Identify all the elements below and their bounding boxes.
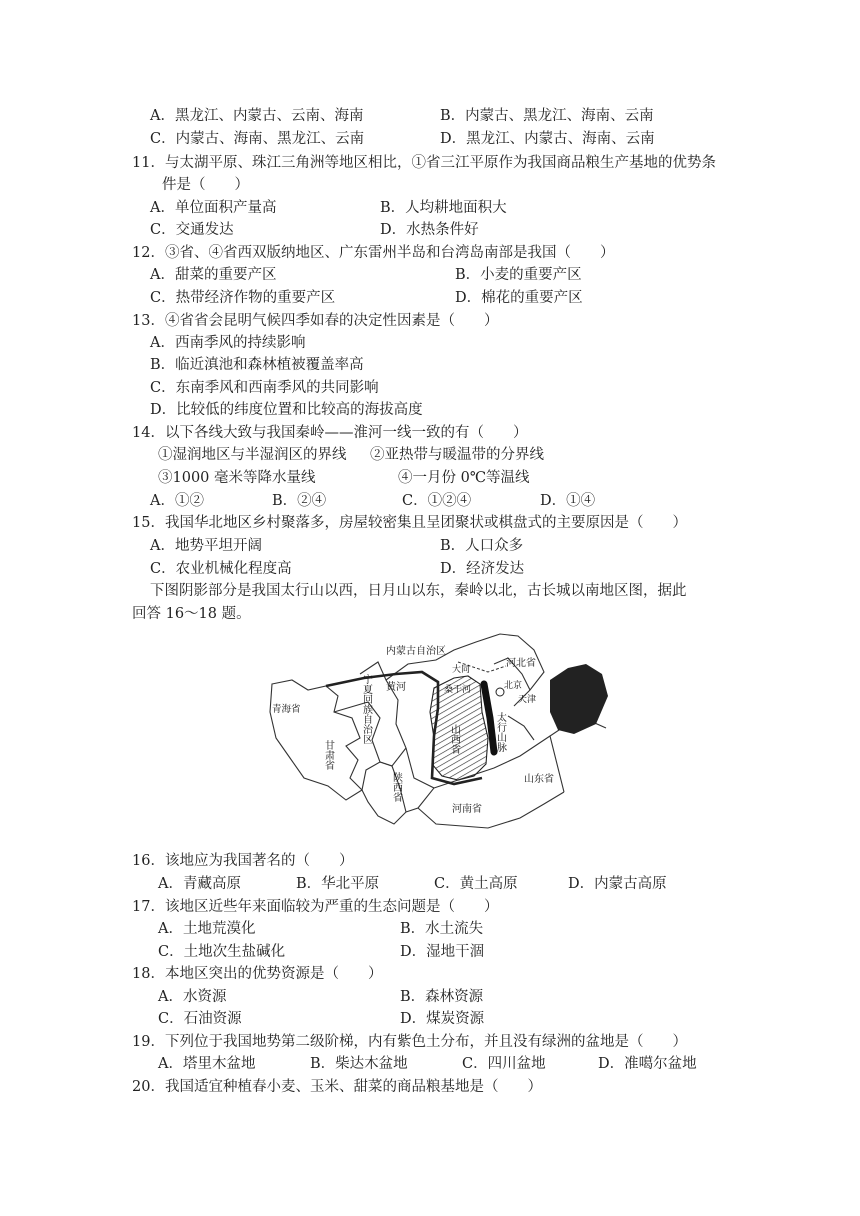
label-ningxia: 宁夏回族自治区: [360, 674, 372, 744]
label-sanggan-river: 桑干河: [444, 685, 472, 695]
text-line: D．准噶尔盆地: [598, 1056, 697, 1072]
text-line: C．土地次生盐碱化: [158, 944, 286, 960]
text-line: 13．④省省会昆明气候四季如春的决定性因素是（ ）: [132, 313, 499, 329]
text-line: 20．我国适宜种植春小麦、玉米、甜菜的商品粮基地是（ ）: [132, 1079, 542, 1095]
label-henan: 河南省: [452, 804, 482, 815]
text-line: A．甜菜的重要产区: [150, 267, 277, 283]
label-shandong: 山东省: [524, 774, 554, 785]
text-line: D．黑龙江、内蒙古、海南、云南: [440, 131, 655, 147]
label-tianjin: 天津: [518, 695, 537, 705]
text-line: B．临近滇池和森林植被覆盖率高: [150, 357, 364, 373]
text-line: 件是（ ）: [162, 177, 249, 193]
text-line: B．人均耕地面积大: [380, 200, 507, 216]
text-line: 14．以下各线大致与我国秦岭——淮河一线一致的有（ ）: [132, 425, 528, 441]
text-line: ④一月份 0℃等温线: [398, 470, 530, 486]
label-datong: 大同: [452, 665, 471, 675]
text-line: 15．我国华北地区乡村聚落多，房屋较密集且呈团聚状或棋盘式的主要原因是（ ）: [132, 515, 687, 531]
text-line: C．①②④: [402, 493, 472, 509]
label-gansu: 甘肃省: [322, 740, 334, 770]
text-line: C．农业机械化程度高: [150, 561, 292, 577]
text-line: D．煤炭资源: [400, 1011, 485, 1027]
text-line: C．石油资源: [158, 1011, 242, 1027]
text-line: D．湿地干涸: [400, 944, 485, 960]
text-line: B．水土流失: [400, 921, 484, 937]
text-line: 下图阴影部分是我国太行山以西，日月山以东，秦岭以北，古长城以南地区图，据此: [150, 583, 687, 599]
label-beijing: 北京: [504, 681, 523, 691]
text-line: D．比较低的纬度位置和比较高的海拔高度: [150, 402, 423, 418]
label-yellow-river: 黄河: [386, 682, 406, 693]
text-line: B．柴达木盆地: [310, 1056, 408, 1072]
text-line: A．西南季风的持续影响: [150, 335, 306, 351]
text-line: C．黄土高原: [434, 876, 518, 892]
text-line: A．黑龙江、内蒙古、云南、海南: [150, 108, 364, 124]
text-line: A．青藏高原: [158, 876, 241, 892]
text-line: A．塔里木盆地: [158, 1056, 256, 1072]
label-qinghai: 青海省: [272, 704, 301, 715]
region-map: [268, 628, 611, 831]
label-shaanxi: 陕西省: [390, 772, 402, 802]
text-line: 19．下列位于我国地势第二级阶梯，内有紫色土分布，并且没有绿洲的盆地是（ ）: [132, 1034, 687, 1050]
text-line: B．②④: [272, 493, 327, 509]
text-line: D．内蒙古高原: [568, 876, 667, 892]
text-line: A．地势平坦开阔: [150, 538, 262, 554]
text-line: 17．该地区近些年来面临较为严重的生态问题是（ ）: [132, 899, 499, 915]
label-shanxi: 山西省: [448, 724, 460, 754]
text-line: 11．与太湖平原、珠江三角洲等地区相比，①省三江平原作为我国商品粮生产基地的优势条: [132, 155, 716, 171]
text-line: C．内蒙古、海南、黑龙江、云南: [150, 131, 365, 147]
text-line: C．东南季风和西南季风的共同影响: [150, 380, 379, 396]
text-line: ①湿润地区与半湿润区的界线: [158, 447, 347, 463]
text-line: C．四川盆地: [462, 1056, 546, 1072]
text-line: D．棉花的重要产区: [455, 290, 583, 306]
text-line: B．人口众多: [440, 538, 524, 554]
text-line: A．土地荒漠化: [158, 921, 256, 937]
text-line: A．①②: [150, 493, 204, 509]
text-line: ②亚热带与暖温带的分界线: [370, 447, 544, 463]
text-line: B．小麦的重要产区: [455, 267, 582, 283]
text-line: A．单位面积产量高: [150, 200, 277, 216]
text-line: D．①④: [540, 493, 596, 509]
text-line: C．热带经济作物的重要产区: [150, 290, 336, 306]
text-line: B．森林资源: [400, 989, 484, 1005]
label-inner-mongolia: 内蒙古自治区: [386, 646, 446, 657]
text-line: D．水热条件好: [380, 222, 479, 238]
text-line: ③1000 毫米等降水量线: [158, 470, 316, 486]
text-line: D．经济发达: [440, 561, 525, 577]
text-line: 12．③省、④省西双版纳地区、广东雷州半岛和台湾岛南部是我国（ ）: [132, 245, 615, 261]
text-line: 16．该地应为我国著名的（ ）: [132, 853, 354, 869]
label-taihang: 太行山脉: [494, 712, 506, 752]
label-hebei: 河北省: [506, 658, 536, 669]
text-line: 18．本地区突出的优势资源是（ ）: [132, 966, 383, 982]
text-line: B．华北平原: [296, 876, 380, 892]
text-line: C．交通发达: [150, 222, 234, 238]
text-line: A．水资源: [158, 989, 227, 1005]
text-line: B．内蒙古、黑龙江、海南、云南: [440, 108, 654, 124]
text-line: 回答 16～18 题。: [132, 606, 251, 622]
